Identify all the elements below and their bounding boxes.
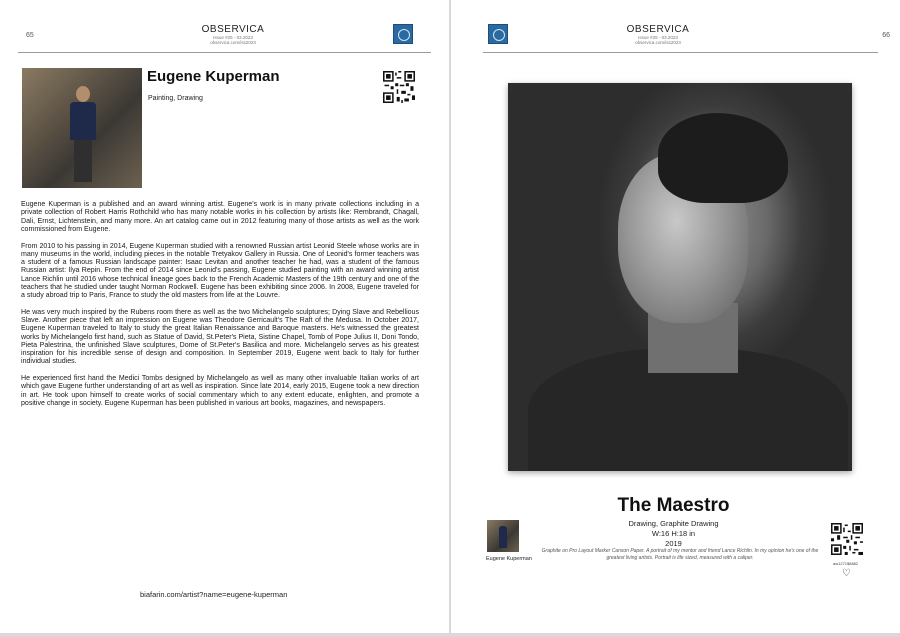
bio-paragraph: Eugene Kuperman is a published and an award winning artist. Eugene's work is in many private collections including in a private collection of Robert Harris Rothchild who has many notable works in his collection by artists like: Rembrandt, Chagall, Dali, Ernst, Lichtenstein, and many more. An art catalog came out in 2012 featuring many of those artists as well as the work commissioned from Eugene. — [21, 201, 419, 233]
artist-photo — [22, 68, 142, 188]
brand-name: OBSERVICA — [201, 24, 265, 35]
artist-biography — [21, 201, 419, 417]
artist-name: Eugene Kuperman — [147, 68, 280, 85]
artwork-year: 2019 — [665, 539, 682, 548]
qr-code-icon[interactable] — [831, 523, 863, 555]
brand-block — [598, 24, 718, 45]
left-page — [0, 0, 449, 633]
observica-logo-icon — [393, 24, 413, 44]
artwork-code: aw1271$8882 — [833, 561, 859, 566]
artist-categories: Painting, Drawing — [148, 95, 203, 102]
brand-issue: Issue #25 - 03.2023 — [638, 35, 678, 40]
bio-paragraph: He was very much inspired by the Rubens room there as well as the two Michelangelo sculptures; Dying Slave and Rebellious Slave. Another piece that left an impression on Eugene was Theodore Gerricault's The Raft of the Medusa. In October 2017, Eugene Kuperman traveled to Italy to study the great Italian Renaissance and Baroque masters. He's witnessed the greatest works by Michelangelo first hand, such as Statue of David, St.Peter's Pieta, Sistine Chapel, Tomb of Pope Julius II, Doni Tondo, Pieta Palestrina, the unfinished Slave sculptures, Dome of St.Peter's Basilica and more. Michelangelo serves as his greatest inspiration for his incredible sense of design and composition. In September 2019, Eugene went back to Italy for further individual studies. — [21, 308, 419, 366]
observica-logo-icon — [488, 24, 508, 44]
artist-caption: Eugene Kuperman — [486, 556, 532, 562]
heart-icon[interactable]: ♡ — [842, 568, 851, 579]
artwork-image[interactable] — [508, 83, 852, 471]
artist-avatar[interactable] — [487, 520, 519, 552]
artwork-title: The Maestro — [617, 495, 730, 516]
page-number: 65 — [26, 32, 34, 39]
brand-name: OBSERVICA — [626, 24, 690, 35]
page-header — [18, 22, 431, 53]
brand-block — [173, 24, 293, 45]
bio-paragraph: He experienced first hand the Medici Tombs designed by Michelangelo as well as many other invaluable Italian works of art which gave Eugene further understanding of art as well as inspiration. Since late 2014, early 2015, Eugene took a new direction in art. He took upon himself to create works of social commentary which to any extent educate, enlighten, and promote a positive change in society. Eugene Kuperman has been published in various art books, magazines, and newspapers. — [21, 375, 419, 407]
page-number: 66 — [882, 32, 890, 39]
artwork-medium: Drawing, Graphite Drawing — [628, 519, 719, 528]
artist-profile-link[interactable]: biafarin.com/artist?name=eugene-kuperman — [140, 590, 288, 599]
bio-paragraph: From 2010 to his passing in 2014, Eugene Kuperman studied with a renowned Russian artist Leonid Steele whose works are in many museums in the world, including pieces in the notable Tretyakov Gallery in Russia. One of Leonid's former teachers was a student of a famous Russian landscape painter: Isaac Levitan and another teacher he had, was a student of the famous Russian artist: Ilya Repin. From the end of 2014 since Leonid's passing, Eugene studied painting with an award winning artist Lance Richlin until 2016 whose technical lineage goes back to the French Academic Masters of the 19th century and one of the teachers that he studied under taught Norman Rockwell. Eugene has been exhibiting since 2006. In 2008, Eugene traveled for a study abroad trip to Paris, France to study the old masters from life at the Louvre. — [21, 242, 419, 299]
brand-url: observica.com/iss2023 — [210, 40, 256, 45]
artwork-description: Graphite on Pro Layout Marker Canson Paper. A portrait of my mentor and friend Lance Richlin. In my opinion he's one of the greatest living artists. Portrait is life sized, measured with a caliper. — [541, 548, 819, 561]
artwork-dimensions: W:16 H:18 in — [651, 529, 696, 538]
qr-code-icon[interactable] — [383, 71, 415, 103]
page-header — [483, 22, 890, 53]
artist-figure — [70, 86, 96, 182]
brand-url: observica.com/iss2023 — [635, 40, 681, 45]
brand-issue: Issue #25 - 03.2023 — [213, 35, 253, 40]
